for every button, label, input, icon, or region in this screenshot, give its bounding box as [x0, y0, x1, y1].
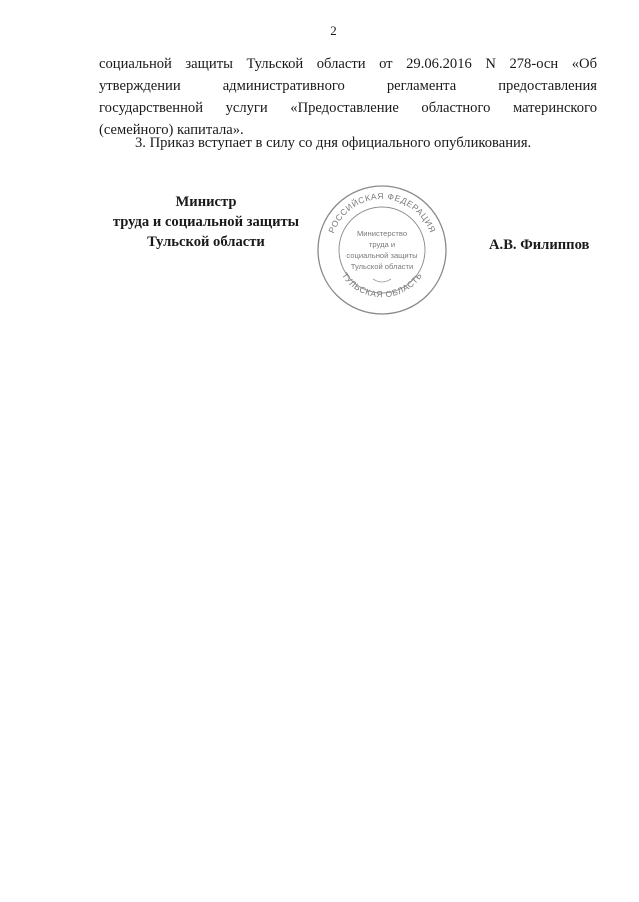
paragraph-line-1: социальной защиты Тульской области от 29.06.2016 N 278-осн «Об: [99, 56, 597, 72]
item-three: 3. Приказ вступает в силу со дня официального опубликования.: [135, 135, 532, 151]
seal-inner-line-4: Тульской области: [350, 262, 414, 271]
signature-position-line-1: Министр: [175, 194, 237, 210]
paragraph-line-3: государственной услуги «Предоставление областного материнского: [99, 100, 597, 116]
seal-inner-line-2: труда и: [368, 240, 396, 249]
document-paragraph: [99, 53, 597, 141]
seal-inner-line-1: Министерство: [356, 229, 408, 238]
svg-text:ТУЛЬСКАЯ ОБЛАСТЬ: [340, 270, 424, 299]
seal-top-text: РОССИЙСКАЯ ФЕДЕРАЦИЯ: [326, 190, 438, 235]
seal-emblem-stroke: [373, 279, 391, 282]
seal-bottom-text: ТУЛЬСКАЯ ОБЛАСТЬ: [339, 270, 425, 300]
svg-text:РОССИЙСКАЯ ФЕДЕРАЦИЯ: [326, 191, 438, 235]
page-number: 2: [330, 23, 337, 38]
signer-name: А.В. Филиппов: [489, 237, 590, 253]
paragraph-line-4: (семейного) капитала».: [99, 122, 244, 138]
seal-inner-line-3: социальной защиты: [346, 251, 418, 260]
paragraph-line-2: утверждении административного регламента предоставления: [99, 78, 597, 94]
signature-position: [96, 192, 316, 252]
official-seal: [313, 181, 451, 319]
signature-position-line-2: труда и социальной защиты: [112, 214, 300, 230]
signature-position-line-3: Тульской области: [147, 234, 265, 250]
